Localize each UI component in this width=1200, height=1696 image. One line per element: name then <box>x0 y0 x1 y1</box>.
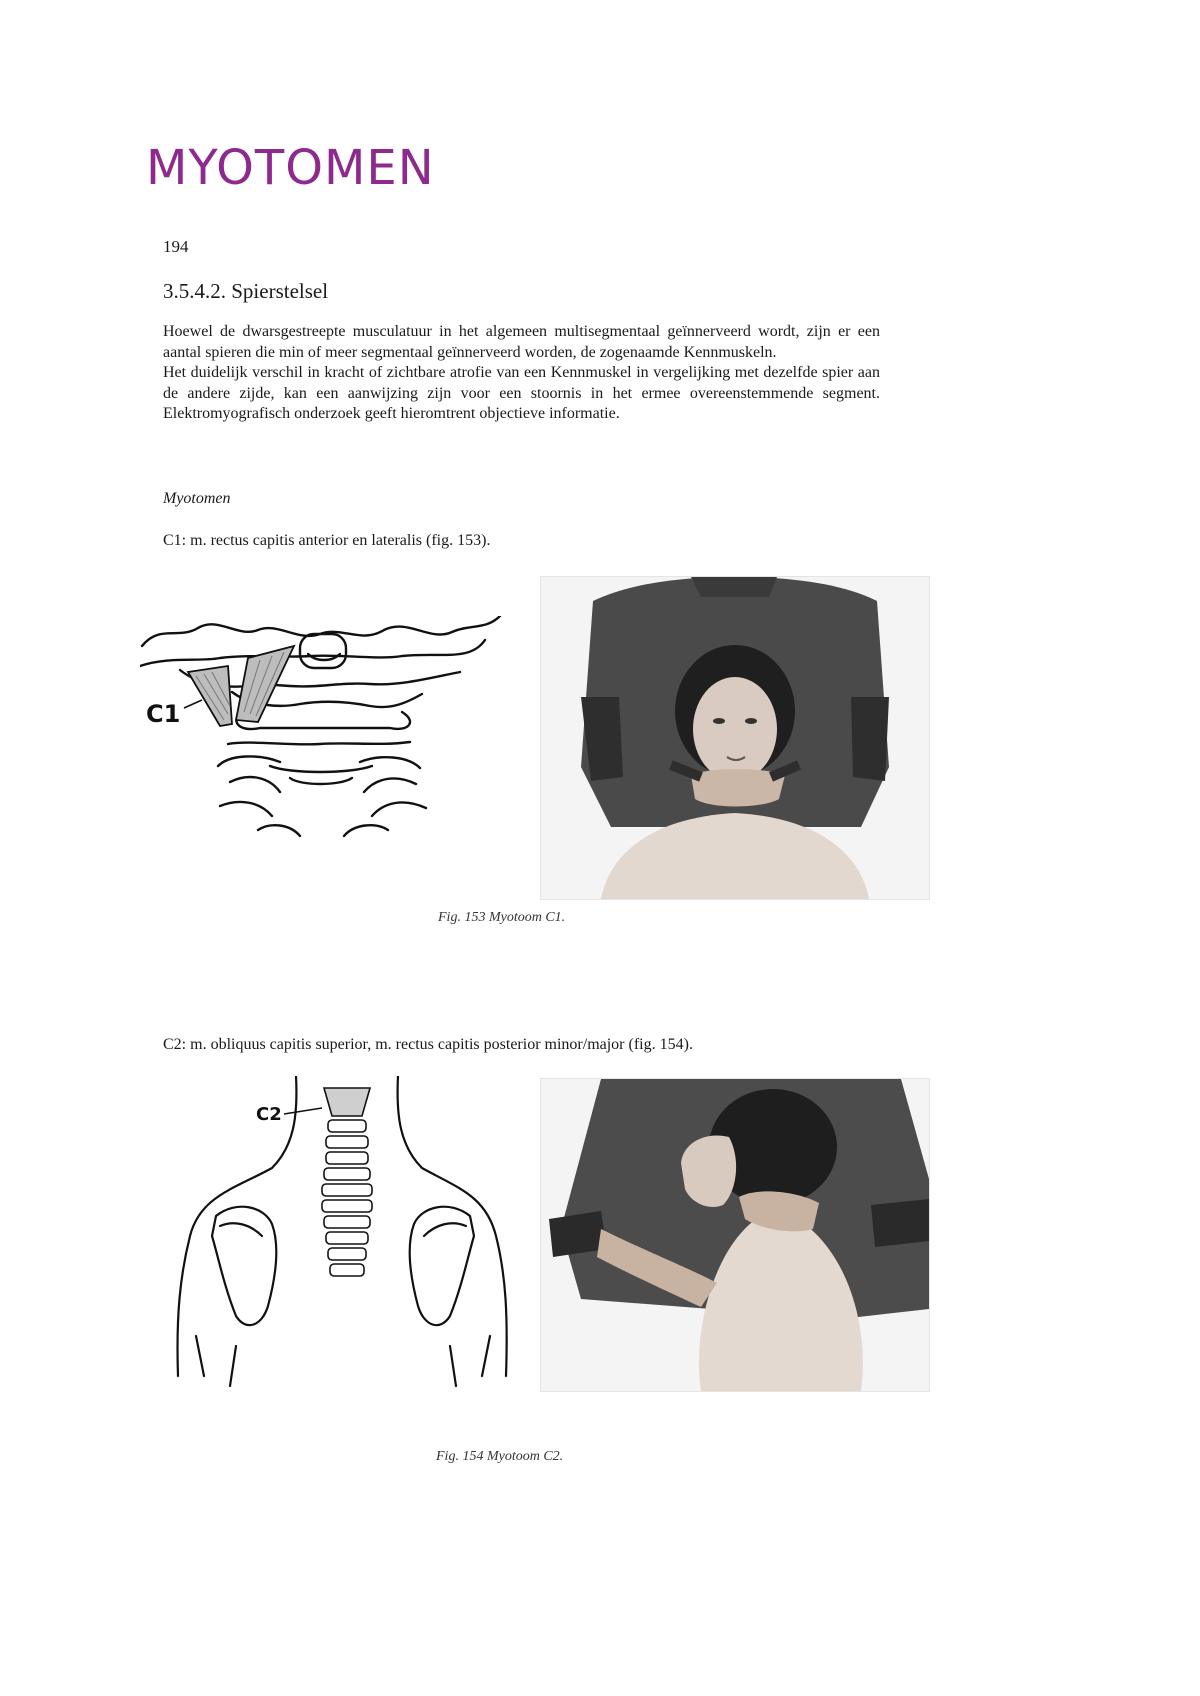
figure-153-caption: Fig. 153 Myotoom C1. <box>438 910 566 925</box>
myotomen-subheading: Myotomen <box>163 490 231 507</box>
c1-examination-photo <box>540 576 930 900</box>
page-title: MYOTOMEN <box>146 140 435 196</box>
c2-spine-drawing <box>176 1076 511 1396</box>
myotome-c1-text: C1: m. rectus capitis anterior en lateralis (fig. 153). <box>163 532 491 549</box>
c1-vertebra-drawing <box>140 616 505 842</box>
intro-paragraph-2: Het duidelijk verschil in kracht of zichtbare atrofie van een Kennmuskel in vergelijking met dezelfde spier aan de andere zijde, kan een aanwijzing zijn voor een stoornis in het ermee overeenstemmende segment. Elektromyografisch onderzoek geeft hieromtrent objectieve informatie. <box>163 364 880 422</box>
intro-paragraph-1: Hoewel de dwarsgestreepte musculatuur in het algemeen multisegmentaal geïnnerveerd wordt, zijn er een aantal spieren die min of meer segmentaal geïnnerveerd worden, de zogenaamde Kennmuskeln. <box>163 323 880 361</box>
page-number: 194 <box>163 237 189 256</box>
section-heading: 3.5.4.2. Spierstelsel <box>163 279 329 303</box>
c1-drawing-label: C1 <box>146 700 181 728</box>
myotome-c2-text: C2: m. obliquus capitis superior, m. rectus capitis posterior minor/major (fig. 154). <box>163 1036 693 1053</box>
figure-154-caption: Fig. 154 Myotoom C2. <box>436 1449 564 1464</box>
intro-text <box>163 322 880 425</box>
c2-drawing-label: C2 <box>256 1104 282 1125</box>
c2-examination-photo <box>540 1078 930 1392</box>
